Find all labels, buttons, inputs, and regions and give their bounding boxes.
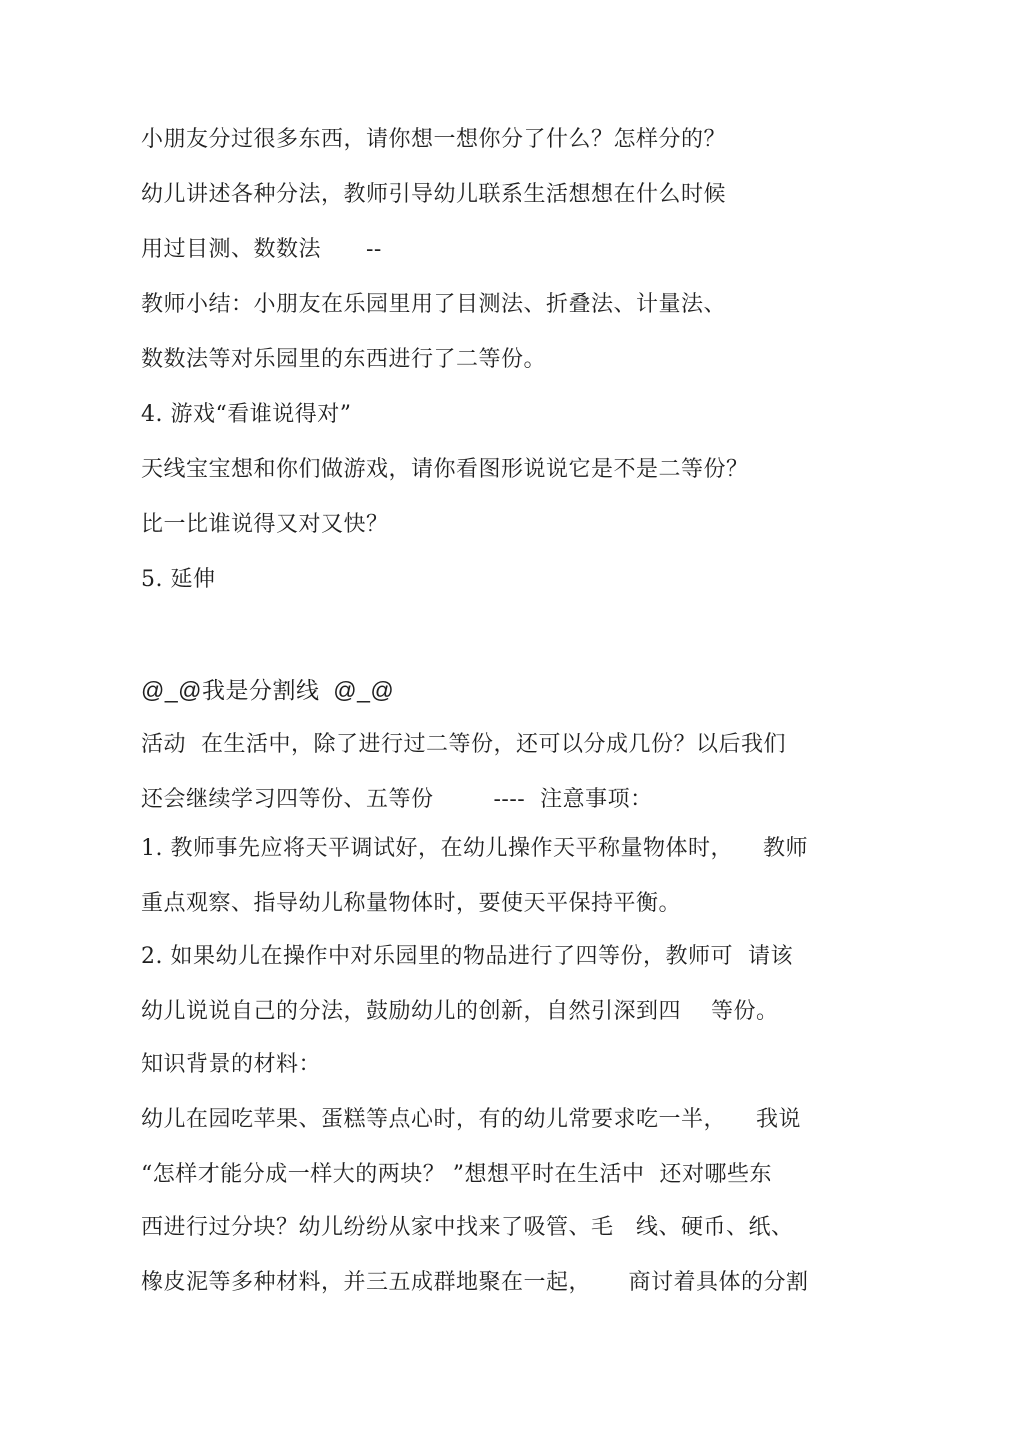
text-line-11: 活动 在生活中，除了进行过二等份，还可以分成几份？以后我们 bbox=[141, 732, 786, 757]
text-line-19: “怎样才能分成一样大的两块？ ”想想平时在生活中 还对哪些东 bbox=[141, 1162, 772, 1187]
text-line-21: 橡皮泥等多种材料，并三五成群地聚在一起， 商讨着具体的分割 bbox=[141, 1270, 809, 1295]
text-line-18: 幼儿在园吃苹果、蛋糕等点心时，有的幼儿常要求吃一半， 我说 bbox=[141, 1107, 801, 1132]
text-line-14: 重点观察、指导幼儿称量物体时，要使天平保持平衡。 bbox=[141, 891, 682, 916]
note-item-2: 2. 如果幼儿在操作中对乐园里的物品进行了四等份，教师可 请该 bbox=[141, 944, 793, 969]
text-line-1: 小朋友分过很多东西，请你想一想你分了什么？怎样分的？ bbox=[141, 127, 727, 152]
divider-line: @_@我是分割线 @_@ bbox=[141, 677, 395, 703]
section-heading-game: 4. 游戏“看谁说得对” bbox=[141, 402, 352, 427]
text-line-12: 还会继续学习四等份、五等份 ---- 注意事项： bbox=[141, 787, 653, 812]
text-line-3: 用过目测、数数法 -- bbox=[141, 237, 382, 262]
background-heading: 知识背景的材料： bbox=[141, 1052, 322, 1077]
text-line-8: 比一比谁说得又对又快？ bbox=[141, 512, 389, 537]
text-line-5: 数数法等对乐园里的东西进行了二等份。 bbox=[141, 347, 547, 372]
text-line-7: 天线宝宝想和你们做游戏，请你看图形说说它是不是二等份？ bbox=[141, 457, 749, 482]
text-line-2: 幼儿讲述各种分法，教师引导幼儿联系生活想想在什么时候 bbox=[141, 182, 727, 207]
note-item-1: 1. 教师事先应将天平调试好，在幼儿操作天平称量物体时， 教师 bbox=[141, 836, 808, 861]
text-line-20: 西进行过分块？幼儿纷纷从家中找来了吸管、毛 线、硬币、纸、 bbox=[141, 1215, 794, 1240]
section-heading-extension: 5. 延伸 bbox=[141, 567, 216, 592]
text-line-4: 教师小结：小朋友在乐园里用了目测法、折叠法、计量法、 bbox=[141, 292, 727, 317]
text-line-16: 幼儿说说自己的分法，鼓励幼儿的创新，自然引深到四 等份。 bbox=[141, 999, 779, 1024]
